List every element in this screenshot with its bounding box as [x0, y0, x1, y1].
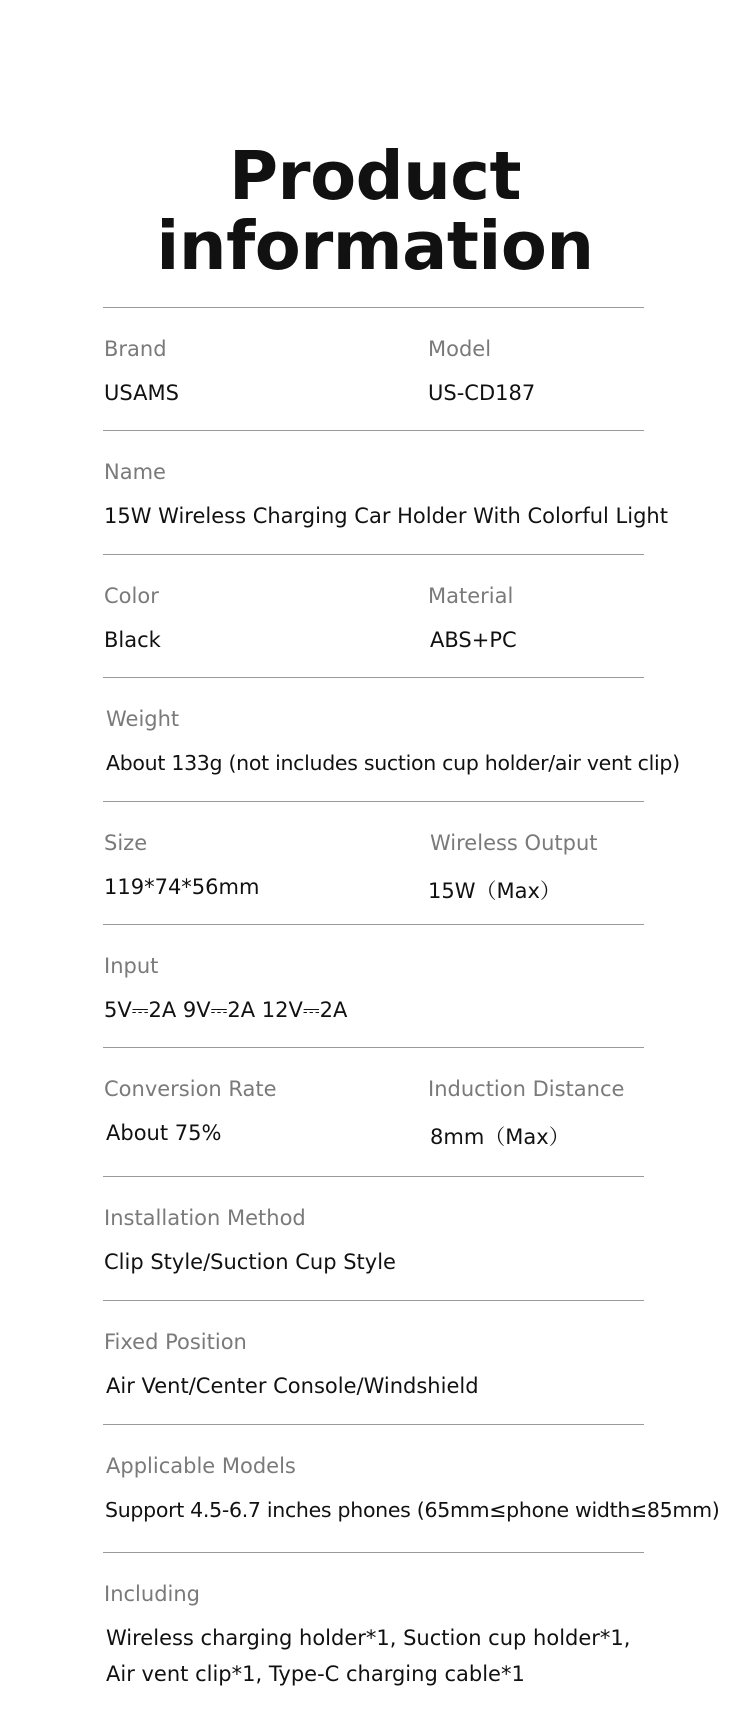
- conversion-rate-label: Conversion Rate: [104, 1077, 277, 1101]
- size-label: Size: [104, 831, 148, 855]
- wireless-output-label: Wireless Output: [430, 831, 598, 855]
- divider: [103, 307, 644, 308]
- induction-distance-label: Induction Distance: [428, 1077, 625, 1101]
- induction-distance-value: 8mm（Max）: [430, 1125, 570, 1149]
- including-value-line1: Wireless charging holder*1, Suction cup holder*1,: [106, 1626, 631, 1650]
- including-value-line2: Air vent clip*1, Type-C charging cable*1: [106, 1662, 525, 1686]
- weight-label: Weight: [106, 707, 180, 731]
- material-label: Material: [428, 584, 514, 608]
- divider: [103, 924, 644, 925]
- divider: [103, 1552, 644, 1553]
- conversion-rate-value: About 75%: [106, 1121, 222, 1145]
- divider: [103, 1047, 644, 1048]
- page-title-line1: Product: [228, 136, 522, 215]
- color-value: Black: [104, 628, 161, 652]
- divider: [103, 430, 644, 431]
- fixed-position-label: Fixed Position: [104, 1330, 247, 1354]
- brand-value: USAMS: [104, 381, 179, 405]
- name-value: 15W Wireless Charging Car Holder With Colorful Light: [104, 504, 668, 528]
- name-label: Name: [104, 460, 166, 484]
- color-label: Color: [104, 584, 159, 608]
- applicable-models-label: Applicable Models: [106, 1454, 296, 1478]
- divider: [103, 1176, 644, 1177]
- divider: [103, 677, 644, 678]
- fixed-position-value: Air Vent/Center Console/Windshield: [106, 1374, 479, 1398]
- model-value: US-CD187: [428, 381, 536, 405]
- size-value: 119*74*56mm: [104, 875, 260, 899]
- installation-method-label: Installation Method: [104, 1206, 306, 1230]
- weight-value: About 133g (not includes suction cup holder/air vent clip): [106, 751, 680, 775]
- wireless-output-value: 15W（Max）: [428, 879, 561, 903]
- page-title-line2: information: [156, 206, 594, 285]
- divider: [103, 1424, 644, 1425]
- model-label: Model: [428, 337, 492, 361]
- material-value: ABS+PC: [430, 628, 517, 652]
- divider: [103, 554, 644, 555]
- brand-label: Brand: [104, 337, 167, 361]
- input-label: Input: [104, 954, 159, 978]
- including-label: Including: [104, 1582, 200, 1606]
- input-value: 5V⎓2A 9V⎓2A 12V⎓2A: [104, 998, 348, 1022]
- divider: [103, 1300, 644, 1301]
- installation-method-value: Clip Style/Suction Cup Style: [104, 1250, 396, 1274]
- page-title: [0, 136, 750, 285]
- divider: [103, 801, 644, 802]
- applicable-models-value: Support 4.5-6.7 inches phones (65mm≤phone width≤85mm): [105, 1498, 720, 1522]
